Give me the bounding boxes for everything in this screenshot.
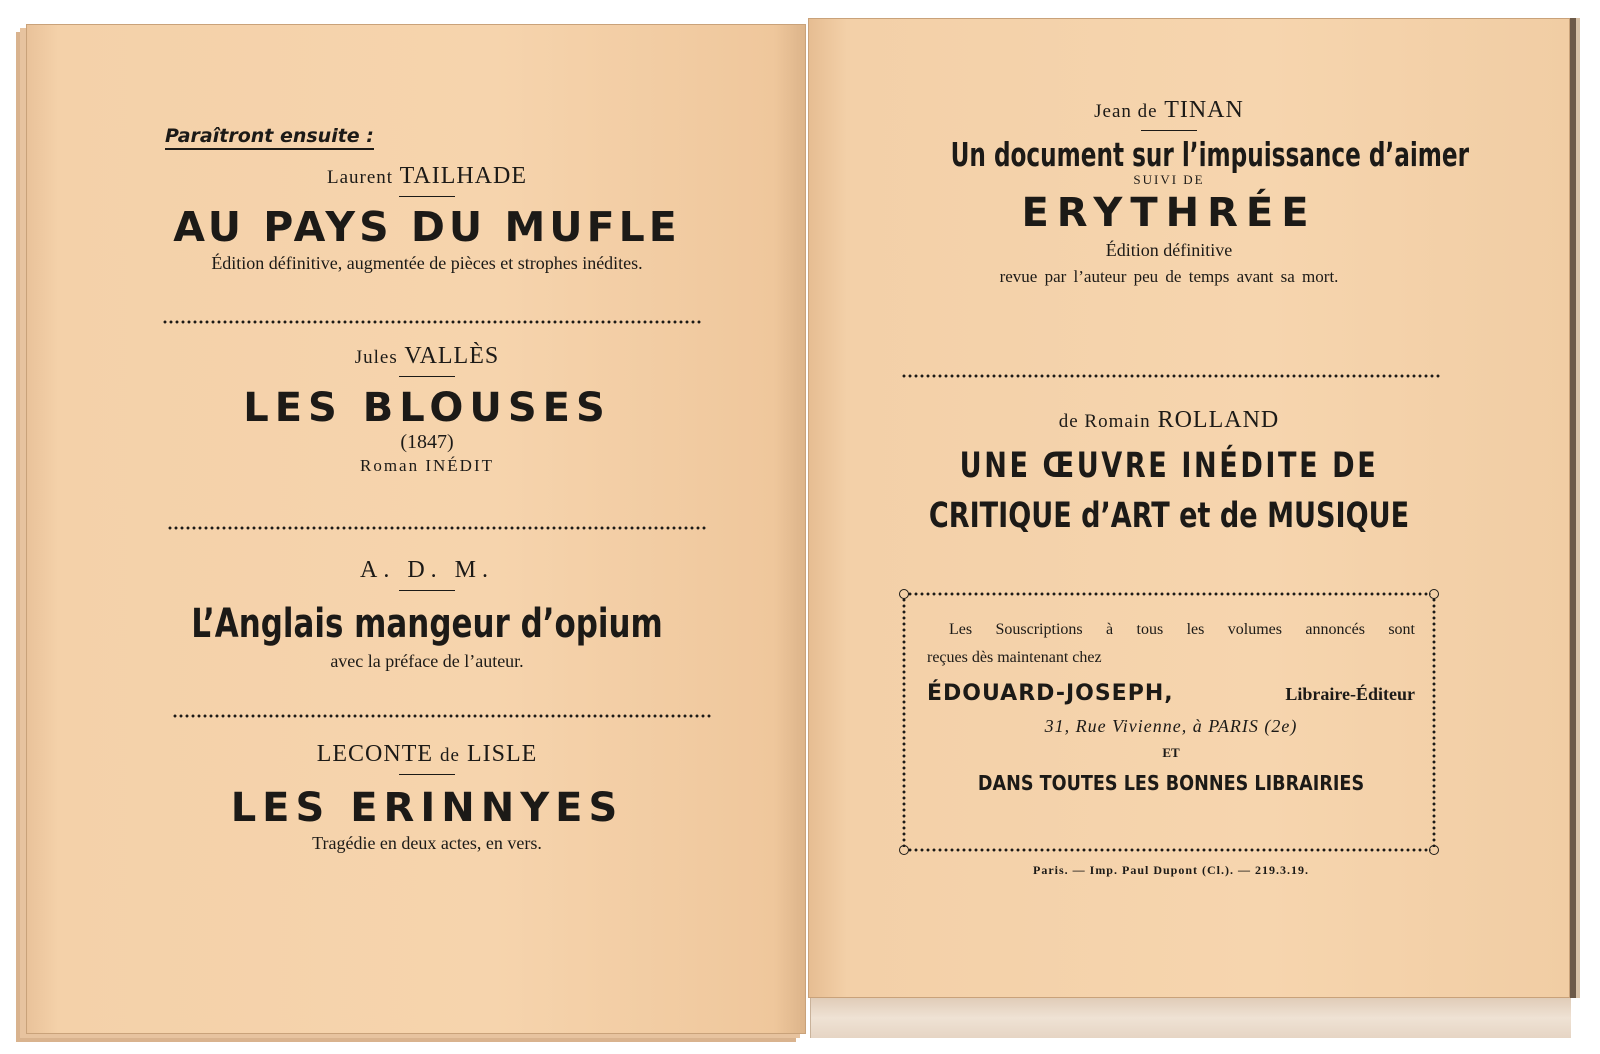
divider-rule (399, 774, 455, 775)
author-first: Laurent (326, 167, 394, 188)
edition-note: revue par l’auteur peu de temps avant sa mort. (999, 267, 1339, 286)
connector-text: SUIVI DE (1133, 172, 1205, 187)
publisher-line (927, 681, 1415, 706)
author-name (889, 407, 1449, 434)
dotted-separator (167, 525, 707, 531)
subscription-line2: reçues dès maintenant chez (927, 649, 1102, 666)
right-page (808, 18, 1570, 998)
corner-ornament (899, 845, 909, 855)
author-last: ROLLAND (1157, 407, 1280, 433)
corner-ornament (899, 589, 909, 599)
author-last: VALLÈS (404, 343, 500, 369)
entry-tailhade (147, 163, 707, 274)
author-first: Jules (354, 347, 398, 368)
left-page (26, 24, 806, 1034)
announce-heading: Paraîtront ensuite : (165, 125, 374, 150)
book-title-line2: CRITIQUE d’ART et de MUSIQUE (928, 496, 1410, 536)
conjunction-text: ET (1162, 745, 1180, 760)
author-last: TINAN (1164, 97, 1244, 123)
box-border-top (907, 591, 1431, 597)
dotted-separator (901, 373, 1441, 379)
divider-rule (399, 590, 455, 591)
book-title-line1: UNE ŒUVRE INÉDITE DE (959, 446, 1379, 486)
book-note: Édition définitive, augmentée de pièces et strophes inédites. (211, 253, 643, 273)
author-name (889, 97, 1449, 124)
page-edge (810, 998, 1571, 1038)
author-first: Jean de (1094, 101, 1158, 122)
entry-tinan (889, 97, 1470, 287)
author-last: LISLE (466, 741, 538, 767)
publisher-address: 31, Rue Vivienne, à PARIS (2e) (1044, 716, 1298, 736)
box-border-bottom (907, 847, 1431, 853)
subscription-box (901, 591, 1437, 853)
entry-adm (147, 557, 707, 672)
book-title: LES BLOUSES (243, 385, 611, 431)
entry-rolland (889, 407, 1449, 536)
box-border-left (901, 597, 907, 847)
entry-leconte (147, 741, 707, 854)
corner-ornament (1429, 589, 1439, 599)
closing-line: DANS TOUTES LES BONNES LIBRAIRIES (977, 771, 1365, 795)
book-title: Un document sur l’impuissance d’aimer (950, 135, 1470, 174)
book-title: LES ERINNYES (230, 785, 624, 831)
divider-rule (1141, 130, 1197, 131)
book-note: Roman INÉDIT (359, 456, 494, 475)
book-note: Tragédie en deux actes, en vers. (312, 833, 542, 853)
entry-valles (147, 343, 707, 476)
dotted-separator (162, 319, 702, 325)
book-note: avec la préface de l’auteur. (330, 651, 524, 671)
edition-line: Édition définitive (1105, 240, 1233, 260)
printer-imprint: Paris. — Imp. Paul Dupont (Cl.). — 219.3.19. (1032, 863, 1309, 877)
divider-rule (399, 196, 455, 197)
author-name (147, 163, 707, 190)
book-title: AU PAYS DU MUFLE (173, 203, 681, 251)
book-title: L’Anglais mangeur d’opium (191, 601, 663, 647)
author-name (147, 741, 707, 768)
book-subtitle: ERYTHRÉE (1021, 190, 1317, 236)
open-book (18, 14, 1588, 1044)
publisher-role: Libraire-Éditeur (1285, 684, 1415, 704)
corner-ornament (1429, 845, 1439, 855)
subscription-text (927, 621, 1415, 795)
author-first: de Romain (1058, 411, 1151, 432)
dotted-separator (172, 713, 712, 719)
author-name (147, 343, 707, 370)
author-name: A. D. M. (359, 557, 494, 583)
book-year: (1847) (400, 431, 454, 453)
publisher-name: ÉDOUARD-JOSEPH, (927, 681, 1174, 706)
subscription-line1: Les Souscriptions à tous les volumes annoncés sont (949, 621, 1415, 638)
divider-rule (399, 376, 455, 377)
author-mid: de (440, 745, 460, 766)
author-first: LECONTE (316, 741, 434, 767)
box-border-right (1431, 597, 1437, 847)
author-last: TAILHADE (399, 163, 528, 189)
